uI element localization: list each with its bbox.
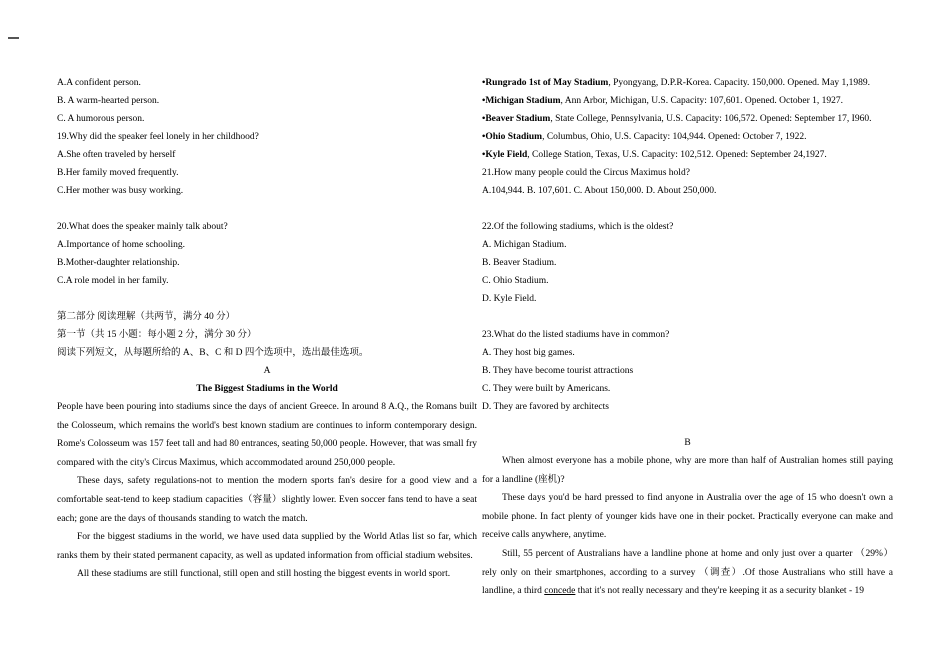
- option: [57, 164, 477, 182]
- right-column: [482, 74, 893, 601]
- section-heading: [57, 326, 477, 344]
- text-segment: Still, 55 percent of Australians have a landline phone at home and only just over a quarter （29%） rely only on their smartphones, according to a survey （调查）.Of those Australians who still have a landline, a third: [482, 548, 893, 597]
- passage-label: [482, 434, 893, 452]
- stadium-bullet: [482, 74, 893, 92]
- left-column: [57, 74, 477, 584]
- text-segment: A. Michigan Stadium.: [482, 240, 567, 250]
- text-segment: , College Station, Texas, U.S. Capacity: 102,512. Opened: September 24,1927.: [527, 150, 827, 160]
- option: [482, 398, 893, 416]
- option: [57, 92, 477, 110]
- option: [57, 254, 477, 272]
- text-segment: C. They were built by Americans.: [482, 384, 611, 394]
- text-segment: , Columbus, Ohio, U.S. Capacity: 104,944. Opened: October 7, 1922.: [542, 132, 807, 142]
- stadium-bullet: [482, 92, 893, 110]
- blank-line: [482, 308, 893, 326]
- option: [482, 380, 893, 398]
- stadium-bullet: [482, 146, 893, 164]
- text-segment: 22.Of the following stadiums, which is the oldest?: [482, 222, 674, 232]
- option: [57, 272, 477, 290]
- question: [482, 164, 893, 182]
- stadium-bullet: [482, 110, 893, 128]
- option: [57, 236, 477, 254]
- text-segment: 20.What does the speaker mainly talk about?: [57, 222, 228, 232]
- text-segment: 第二部分 阅读理解（共两节，满分 40 分）: [57, 312, 236, 322]
- option: [482, 362, 893, 380]
- text-segment: A.104,944. B. 107,601. C. About 150,000. D. About 250,000.: [482, 186, 717, 196]
- text-segment: A.Importance of home schooling.: [57, 240, 185, 250]
- question: [482, 218, 893, 236]
- text-segment: 19.Why did the speaker feel lonely in her childhood?: [57, 132, 259, 142]
- text-segment: , Ann Arbor, Michigan, U.S. Capacity: 107,601. Opened. October 1, 1927.: [560, 96, 844, 106]
- blank-line: [482, 416, 893, 434]
- passage-label: [57, 362, 477, 380]
- text-segment: People have been pouring into stadiums since the days of ancient Greece. In around 8 A.Q., the Romans built the Colosseum, which remains the world's best known stadium are continues to inform contemporary design. Rome's Colosseum was 157 feet tall and had 80 entrances, seating 50,000 people. However, that was small fry compared with the city's Circus Maximus, which accommodated around 250,000 people.: [57, 402, 477, 468]
- page-body: [57, 74, 893, 601]
- blank-line: [57, 290, 477, 308]
- text-segment: , State College, Pennsylvania, U.S. Capacity: 106,572. Opened: September 17, I960.: [550, 114, 872, 124]
- text-segment: B. They have become tourist attractions: [482, 366, 634, 376]
- text-segment: A: [263, 366, 271, 376]
- passage-paragraph: [57, 398, 477, 472]
- text-segment: B.Mother-daughter relationship.: [57, 258, 180, 268]
- passage-title: [57, 380, 477, 398]
- option: [57, 146, 477, 164]
- text-segment: 阅读下列短文，从每题所给的 A、B、C 和 D 四个选项中，选出最佳选项。: [57, 348, 369, 358]
- text-segment: 21.How many people could the Circus Maximus hold?: [482, 168, 690, 178]
- bold-text: •Kyle Field: [482, 150, 528, 160]
- text-segment: A.A confident person.: [57, 78, 141, 88]
- passage-paragraph: [482, 489, 893, 545]
- question: [57, 128, 477, 146]
- text-segment: 23.What do the listed stadiums have in common?: [482, 330, 670, 340]
- text-segment: C. Ohio Stadium.: [482, 276, 549, 286]
- text-segment: C.Her mother was busy working.: [57, 186, 184, 196]
- passage-paragraph: [482, 545, 893, 601]
- text-segment: , Pyongyang, D.P.R-Korea. Capacity. 150,000. Opened. May 1,1989.: [608, 78, 870, 88]
- option: [482, 344, 893, 362]
- option: [482, 272, 893, 290]
- option: [482, 254, 893, 272]
- bold-text: •Beaver Stadium: [482, 114, 551, 124]
- stadium-bullet: [482, 128, 893, 146]
- text-segment: A. They host big games.: [482, 348, 575, 358]
- text-segment: The Biggest Stadiums in the World: [196, 384, 338, 394]
- passage-paragraph: [482, 452, 893, 489]
- stray-mark: [8, 37, 19, 39]
- text-segment: A.She often traveled by herself: [57, 150, 176, 160]
- option: [482, 236, 893, 254]
- passage-paragraph: [57, 565, 477, 584]
- question: [57, 218, 477, 236]
- option: [482, 182, 893, 200]
- bold-text: •Rungrado 1st of May Stadium: [482, 78, 609, 88]
- text-segment: When almost everyone has a mobile phone, why are more than half of Australian homes still paying for a landline (座机)?: [482, 456, 893, 485]
- underlined-text: concede: [544, 586, 576, 597]
- option: [482, 290, 893, 308]
- option: [57, 74, 477, 92]
- blank-line: [482, 200, 893, 218]
- passage-paragraph: [57, 472, 477, 528]
- text-segment: D. Kyle Field.: [482, 294, 537, 304]
- text-segment: B: [684, 438, 691, 448]
- text-segment: B. Beaver Stadium.: [482, 258, 557, 268]
- question: [482, 326, 893, 344]
- text-segment: For the biggest stadiums in the world, we have used data supplied by the World Atlas list so far, which ranks them by their stated permanent capacity, as well as updated information from official stadium websites.: [57, 532, 477, 561]
- text-segment: These days, safety regulations-not to mention the modern sports fan's desire for a good view and a comfortable seat-tend to keep stadium capacities（容量）slightly lower. Even soccer fans tend to have a seat each; gone are the days of thousands standing to watch the match.: [57, 476, 477, 524]
- bold-text: •Michigan Stadium: [482, 96, 561, 106]
- text-segment: These days you'd be hard pressed to find anyone in Australia over the age of 15 who doesn't own a mobile phone. In fact plenty of younger kids have one in their pocket. Practically everyone can make and receive calls anywhere, anytime.: [482, 493, 893, 541]
- passage-paragraph: [57, 528, 477, 565]
- text-segment: C.A role model in her family.: [57, 276, 169, 286]
- section-heading: [57, 308, 477, 326]
- blank-line: [57, 200, 477, 218]
- option: [57, 110, 477, 128]
- option: [57, 182, 477, 200]
- bold-text: •Ohio Stadium: [482, 132, 543, 142]
- text-segment: that it's not really necessary and they're keeping it as a security blanket - 19: [575, 586, 864, 597]
- text-segment: B. A warm-hearted person.: [57, 96, 160, 106]
- text-segment: D. They are favored by architects: [482, 402, 609, 412]
- section-instruction: [57, 344, 477, 362]
- text-segment: C. A humorous person.: [57, 114, 145, 124]
- text-segment: All these stadiums are still functional, still open and still hosting the biggest events in world sport.: [77, 569, 451, 580]
- text-segment: 第一节（共 15 小题：每小题 2 分，满分 30 分）: [57, 330, 257, 340]
- text-segment: B.Her family moved frequently.: [57, 168, 179, 178]
